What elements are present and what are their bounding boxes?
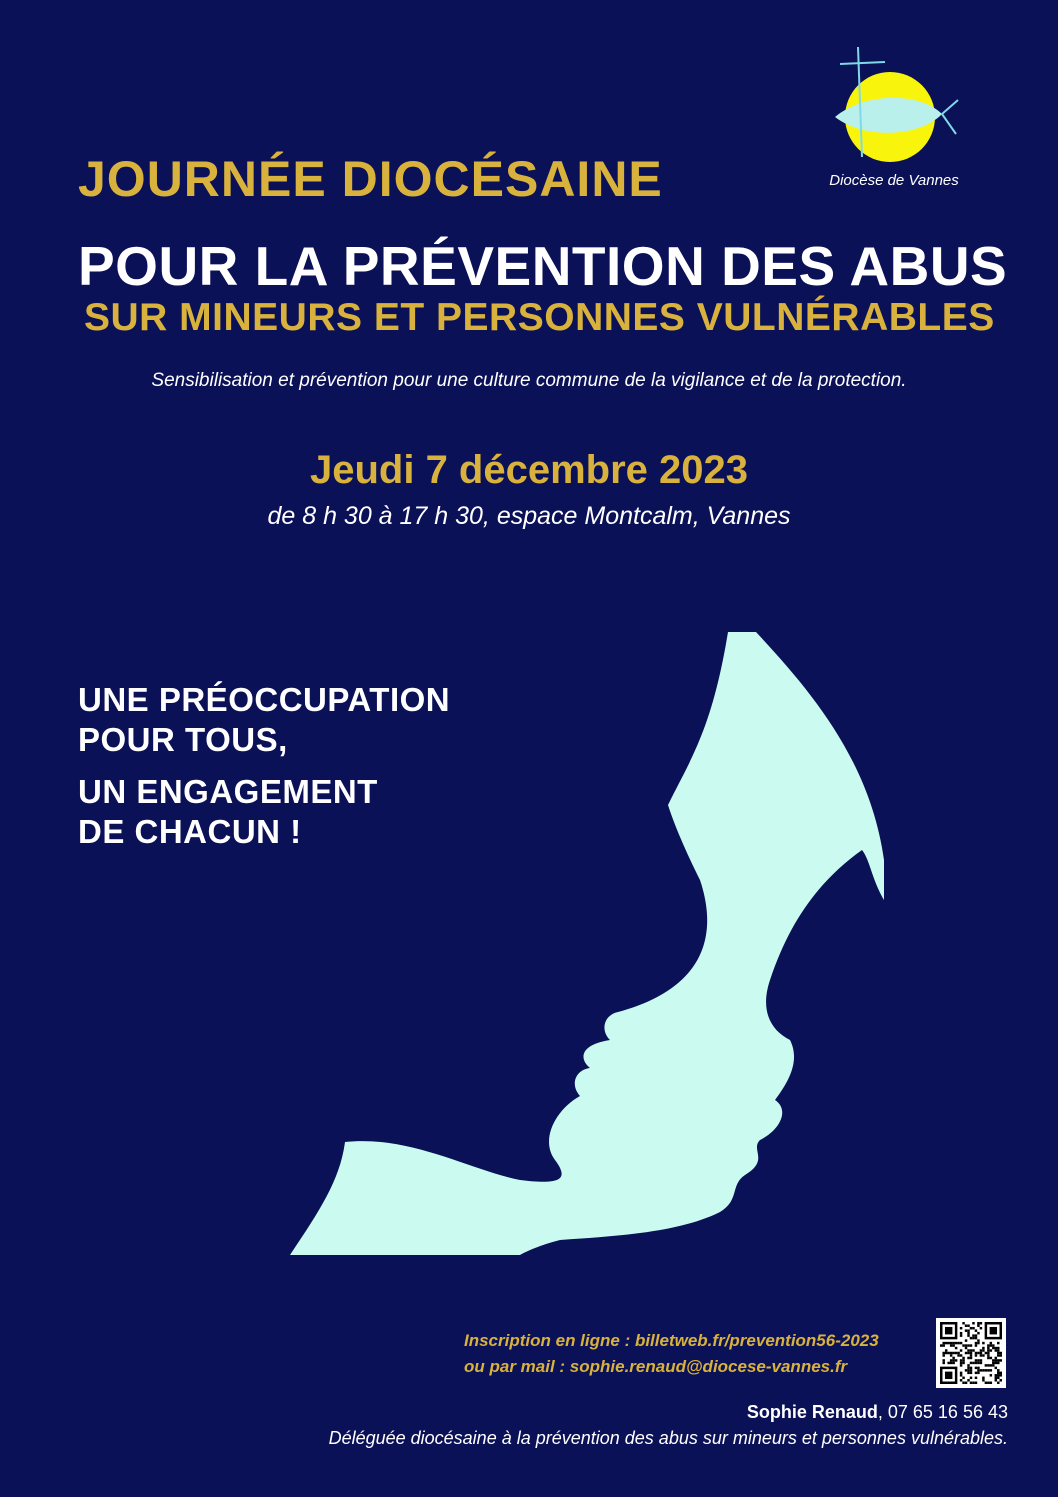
event-date: Jeudi 7 décembre 2023 [309, 448, 749, 492]
slogan-part-1 [78, 680, 450, 760]
slogan-line-2: POUR TOUS, [78, 721, 288, 758]
contact-line [747, 1402, 1008, 1423]
slogan-line-4: DE CHACUN ! [78, 813, 302, 850]
registration-online-link[interactable]: Inscription en ligne : billetweb.fr/prevention56-2023 [464, 1331, 879, 1350]
title-line-1: JOURNÉE DIOCÉSAINE [78, 151, 663, 207]
slogan-part-2 [78, 772, 378, 852]
registration-mail-link[interactable]: ou par mail : sophie.renaud@diocese-vannes.fr [464, 1357, 848, 1376]
event-time-place: de 8 h 30 à 17 h 30, espace Montcalm, Vannes [267, 502, 791, 530]
diocese-logo-icon [830, 42, 960, 162]
title-line-2: POUR LA PRÉVENTION DES ABUS [78, 235, 1008, 297]
title-line-3: SUR MINEURS ET PERSONNES VULNÉRABLES [84, 296, 995, 339]
slogan-line-3: UN ENGAGEMENT [78, 773, 378, 810]
tagline: Sensibilisation et prévention pour une culture commune de la vigilance et de la protection. [151, 370, 907, 391]
contact-name: Sophie Renaud [746, 1402, 878, 1422]
contact-role: Déléguée diocésaine à la prévention des abus sur mineurs et personnes vulnérables. [328, 1428, 1008, 1448]
logo-caption: Diocèse de Vannes [829, 172, 959, 189]
contact-phone: , 07 65 16 56 43 [877, 1402, 1008, 1422]
qr-code-icon[interactable] [936, 1318, 1006, 1388]
slogan-line-1: UNE PRÉOCCUPATION [78, 681, 451, 718]
